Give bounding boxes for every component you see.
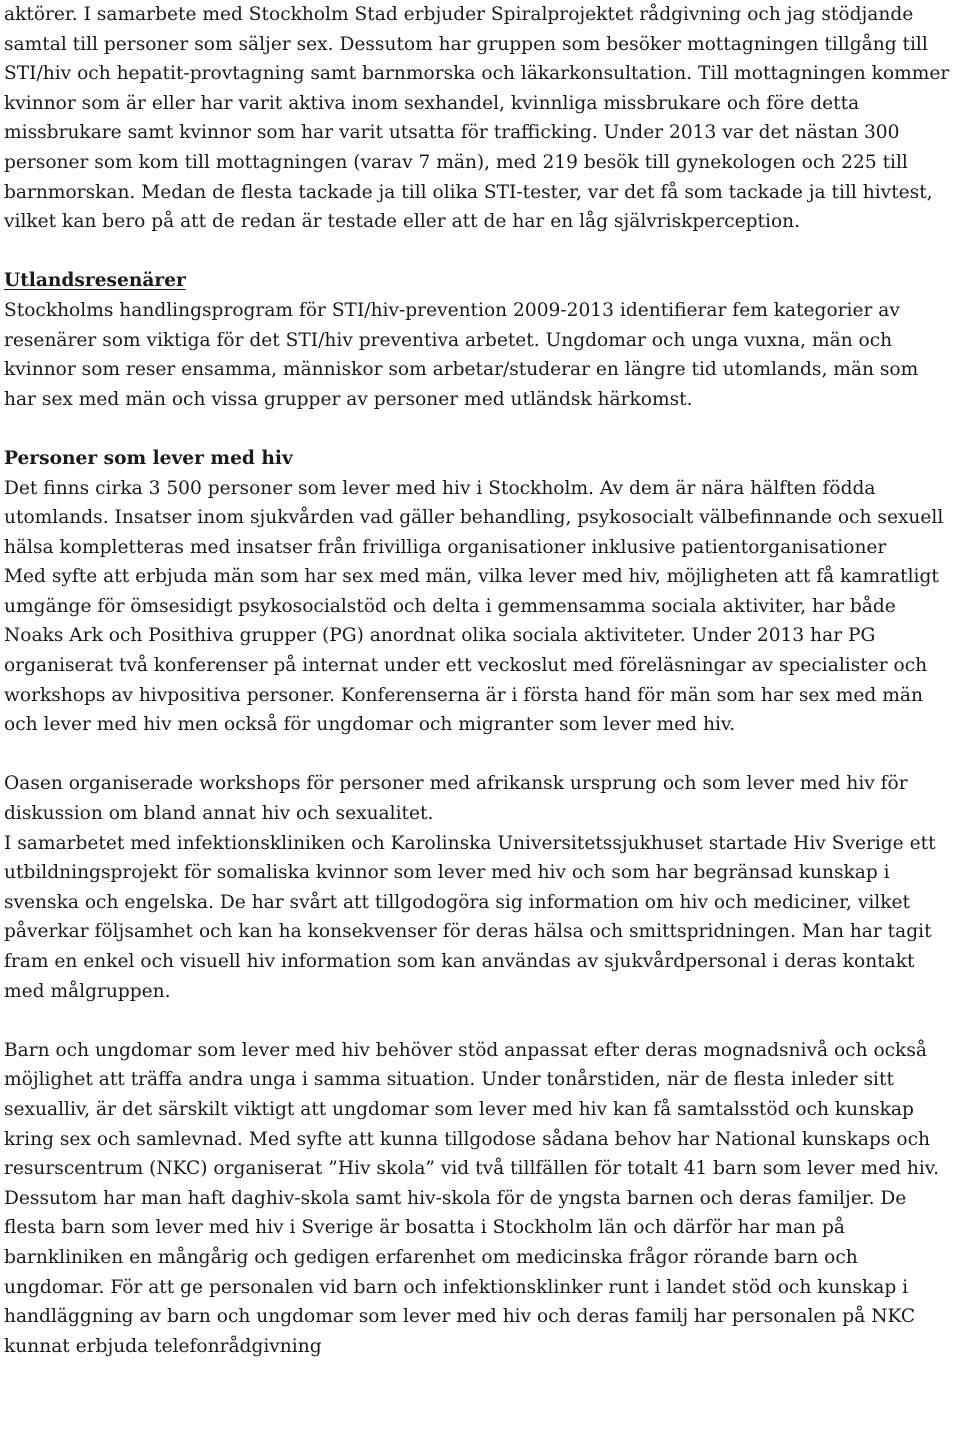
paragraph-hiv-count: Det finns cirka 3 500 personer som lever med hiv i Stockholm. Av dem är nära hälften födda utomlands. Insatser inom sjukvården vad gäller behandling, psykosocialt välbefinnande och sexuell hälsa kompletteras med insatser från frivilliga organisationer inklusive patientorganisationer <box>4 477 944 558</box>
paragraph-children-youth: Barn och ungdomar som lever med hiv behöver stöd anpassat efter deras mognadsnivå och också möjlighet att träffa andra unga i samma situation. Under tonårstiden, när de flesta inleder sitt sexualliv, är det särskilt viktigt att ungdomar som lever med hiv kan få samtalsstöd och kunskap kring sex och samlevnad. Med syfte att kunna tillgodose sådana behov har National kunskaps och resurscentrum (NKC) organiserat ”Hiv skola” vid två tillfällen för totalt 41 barn som lever med hiv. Dessutom har man haft daghiv-skola samt hiv-skola för de yngsta barnen och deras familjer. De flesta barn som lever med hiv i Sverige är bosatta i Stockholm län och därför har man på barnkliniken en mångårig och gedigen erfarenhet om medicinska frågor rörande barn och ungdomar. För att ge personalen vid barn och infektionsklinker runt i landet stöd och kunskap i handläggning av barn och ungdomar som lever med hiv och deras familj har personalen på NKC kunnat erbjuda telefonrådgivning <box>4 1039 940 1357</box>
paragraph-spiral: aktörer. I samarbete med Stockholm Stad erbjuder Spiralprojektet rådgivning och jag stödjande samtal till personer som säljer sex. Dessutom har gruppen som besöker mottagningen tillgång till STI/hiv och hepatit-provtagning samt barnmorska och läkarkonsultation. Till mottagningen kommer kvinnor som är eller har varit aktiva inom sexhandel, kvinnliga missbrukare och före detta missbrukare samt kvinnor som har varit utsatta för trafficking. Under 2013 var det nästan 300 personer som kom till mottagningen (varav 7 män), med 219 besök till gynekologen och 225 till barnmorskan. Medan de flesta tackade ja till olika STI-tester, var det få som tackade ja till hivtest, vilket kan bero på att de redan är testade eller att de har en låg självriskperception. <box>4 4 950 233</box>
heading-travelers: Utlandsresenärer <box>4 270 186 292</box>
heading-living-with-hiv: Personer som lever med hiv <box>4 447 293 469</box>
paragraph-oasen: Oasen organiserade workshops för personer med afrikansk ursprung och som lever med hiv för diskussion om bland annat hiv och sexualitet. <box>4 773 908 825</box>
paragraph-travelers: Stockholms handlingsprogram för STI/hiv-prevention 2009-2013 identifierar fem kategorier av resenärer som viktiga för det STI/hiv preventiva arbetet. Ungdomar och unga vuxna, män och kvinnor som reser ensamma, människor som arbetar/studerar en längre tid utomlands, män som har sex med män och vissa grupper av personer med utländsk härkomst. <box>4 299 919 410</box>
paragraph-somali-project: I samarbetet med infektionskliniken och Karolinska Universitetssjukhuset startade Hiv Sverige ett utbildningsprojekt för somaliska kvinnor som lever med hiv och som har begränsad kunskap i svenska och engelska. De har svårt att tillgodogöra sig information om hiv och mediciner, vilket påverkar följsamhet och kan ha konsekvenser för deras hälsa och smittspridningen. Man har tagit fram en enkel och visuell hiv information som kan användas av sjukvårdpersonal i deras kontakt med målgruppen. <box>4 832 936 1002</box>
paragraph-noaks-ark-pg: Med syfte att erbjuda män som har sex med män, vilka lever med hiv, möjligheten att få kamratligt umgänge för ömsesidigt psykosocialstöd och delta i gemmensamma sociala aktiviter, har både Noaks Ark och Posithiva grupper (PG) anordnat olika sociala aktiviteter. Under 2013 har PG organiserat två konferenser på internat under ett veckoslut med föreläsningar av specialister och workshops av hivpositiva personer. Konferenserna är i första hand för män som har sex med män och lever med hiv men också för ungdomar och migranter som lever med hiv. <box>4 566 939 736</box>
